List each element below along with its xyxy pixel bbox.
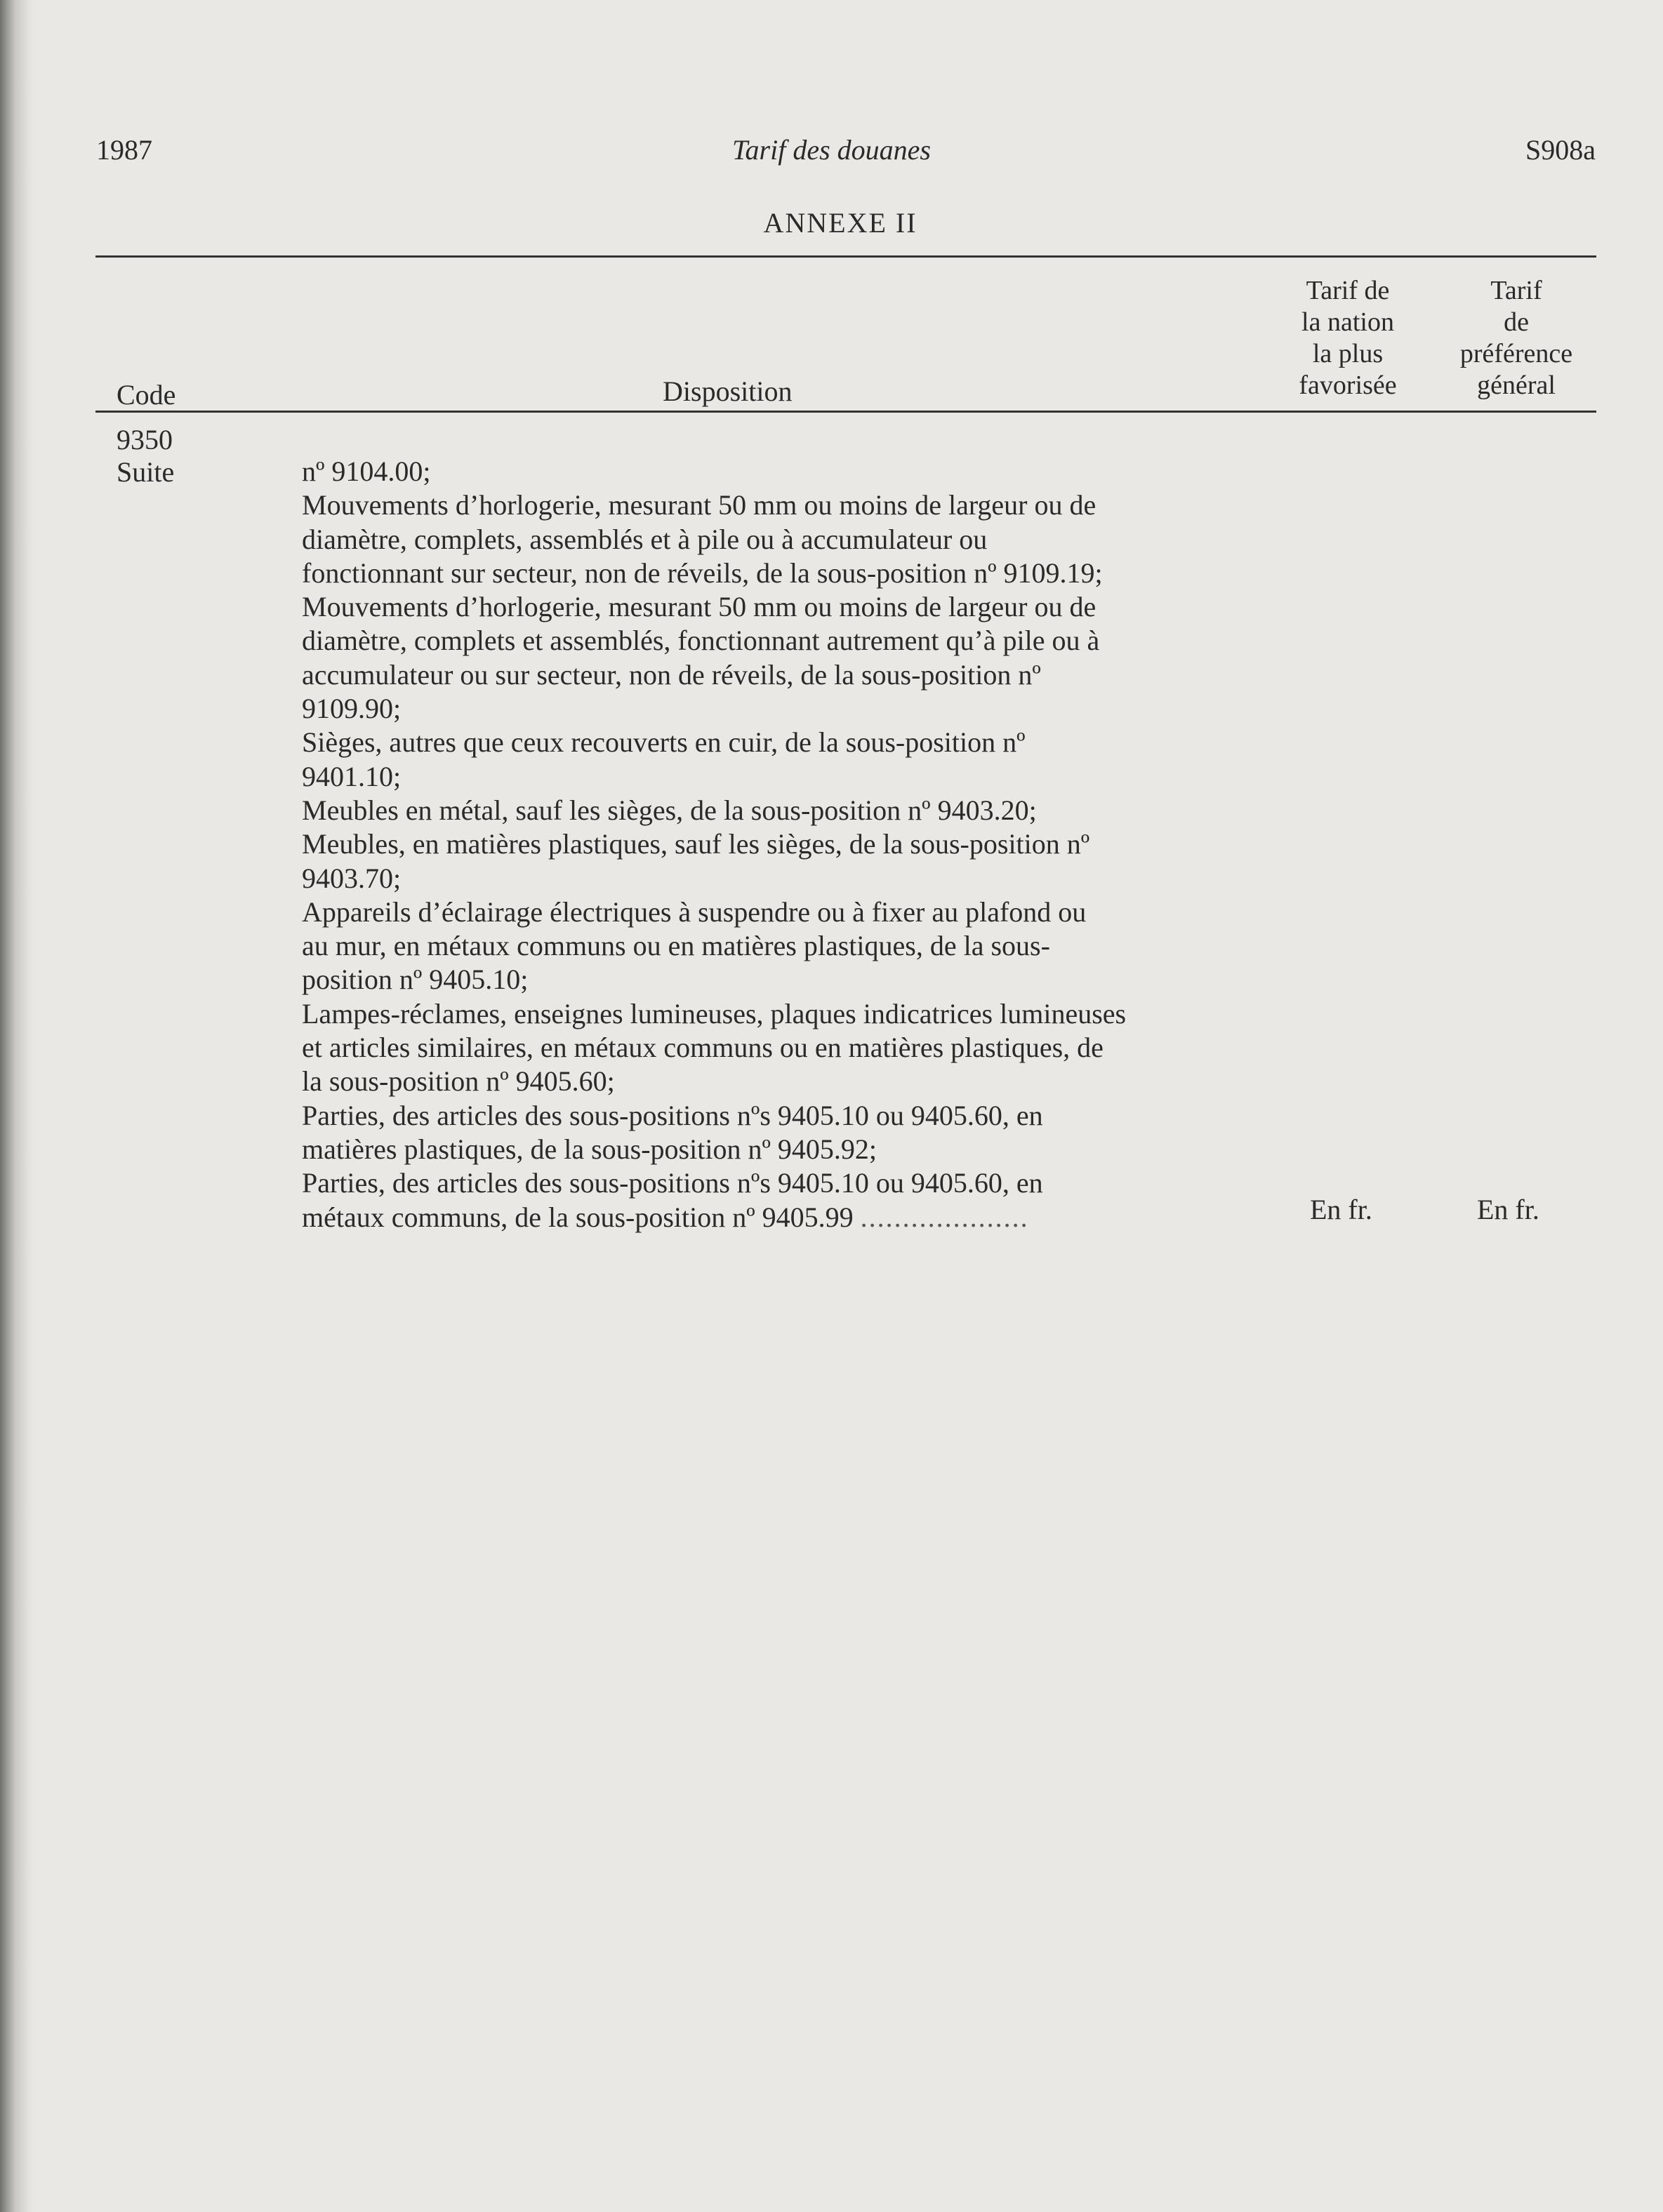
column-header-gpt-tariff: Tarif de préférence général bbox=[1459, 276, 1573, 400]
disposition-line-text: accumulateur ou sur secteur, non de réveils, de la sous-position nº bbox=[302, 658, 1041, 691]
disposition-line bbox=[302, 1133, 1264, 1166]
disposition-line-text: Appareils d’éclairage électriques à suspendre ou à fixer au plafond ou bbox=[302, 895, 1087, 928]
disposition-line bbox=[302, 624, 1264, 658]
annex-title: ANNEXE II bbox=[763, 207, 917, 239]
disposition-line-text: 9109.90; bbox=[302, 693, 402, 725]
disposition-line-text: position nº 9405.10; bbox=[302, 964, 529, 996]
header-title: Tarif des douanes bbox=[731, 134, 931, 166]
disposition-line bbox=[302, 726, 1264, 759]
disposition-line-text: matières plastiques, de la sous-position nº 9405.92; bbox=[302, 1133, 877, 1165]
column-header-mfn-tariff: Tarif de la nation la plus favorisée bbox=[1299, 276, 1397, 400]
disposition-text bbox=[302, 455, 1264, 1234]
disposition-line-text: et articles similaires, en métaux communs ou en matières plastiques, de bbox=[302, 1032, 1104, 1064]
column-header-disposition: Disposition bbox=[663, 375, 793, 407]
page-spine-shadow bbox=[0, 0, 34, 2212]
disposition-line-text: au mur, en métaux communs ou en matières plastiques, de la sous- bbox=[302, 930, 1050, 962]
disposition-line-text: 9401.10; bbox=[302, 760, 402, 792]
disposition-line bbox=[302, 997, 1264, 1031]
disposition-line-text: Meubles, en matières plastiques, sauf les sièges, de la sous-position nº bbox=[302, 828, 1090, 860]
column-header-code: Code bbox=[117, 379, 176, 411]
disposition-line-text: Lampes-réclames, enseignes lumineuses, plaques indicatrices lumineuses bbox=[302, 997, 1127, 1030]
disposition-line-text: Mouvements d’horlogerie, mesurant 50 mm ou moins de largeur ou de bbox=[302, 591, 1096, 623]
disposition-line bbox=[302, 1201, 1264, 1234]
disposition-line-text: Meubles en métal, sauf les sièges, de la sous-position nº 9403.20; bbox=[302, 794, 1037, 826]
disposition-line-text: diamètre, complets et assemblés, fonctionnant autrement qu’à pile ou à bbox=[302, 625, 1100, 657]
disposition-line bbox=[302, 895, 1264, 929]
table-header-rule bbox=[95, 411, 1596, 413]
disposition-line bbox=[302, 963, 1264, 997]
disposition-line bbox=[302, 1099, 1264, 1133]
disposition-line bbox=[302, 658, 1264, 692]
disposition-line-text: nº 9104.00; bbox=[302, 455, 431, 487]
gpt-rate: En fr. bbox=[1477, 1194, 1539, 1225]
disposition-line-text: métaux communs, de la sous-position nº 9405.99 bbox=[302, 1201, 854, 1233]
header-page-ref: S908a bbox=[1525, 134, 1596, 166]
entry-code: 9350 bbox=[117, 424, 173, 455]
disposition-line-text: Sièges, autres que ceux recouverts en cuir, de la sous-position nº bbox=[302, 726, 1026, 759]
disposition-line-text: fonctionnant sur secteur, non de réveils, de la sous-position nº 9109.19; bbox=[302, 557, 1103, 589]
disposition-line-text: 9403.70; bbox=[302, 862, 402, 894]
disposition-line bbox=[302, 1065, 1264, 1098]
disposition-line bbox=[302, 692, 1264, 726]
header-year: 1987 bbox=[96, 134, 152, 166]
disposition-line bbox=[302, 862, 1264, 895]
disposition-line bbox=[302, 1166, 1264, 1200]
mfn-rate: En fr. bbox=[1310, 1194, 1372, 1225]
disposition-line bbox=[302, 1031, 1264, 1065]
disposition-line-text: diamètre, complets, assemblés et à pile ou à accumulateur ou bbox=[302, 523, 988, 555]
disposition-line-text: Parties, des articles des sous-positions nºs 9405.10 ou 9405.60, en bbox=[302, 1099, 1043, 1131]
disposition-line bbox=[302, 455, 1264, 488]
disposition-line bbox=[302, 760, 1264, 794]
disposition-line bbox=[302, 557, 1264, 590]
dot-leader: .................... bbox=[860, 1201, 1029, 1233]
disposition-line bbox=[302, 488, 1264, 522]
table-top-rule bbox=[95, 255, 1596, 258]
disposition-line-text: la sous-position nº 9405.60; bbox=[302, 1065, 615, 1098]
disposition-line bbox=[302, 590, 1264, 624]
disposition-line bbox=[302, 794, 1264, 827]
disposition-line bbox=[302, 827, 1264, 861]
disposition-line-text: Parties, des articles des sous-positions nºs 9405.10 ou 9405.60, en bbox=[302, 1167, 1043, 1199]
disposition-line bbox=[302, 523, 1264, 557]
entry-continued: Suite bbox=[117, 456, 175, 488]
disposition-line bbox=[302, 929, 1264, 963]
disposition-line-text: Mouvements d’horlogerie, mesurant 50 mm ou moins de largeur ou de bbox=[302, 489, 1096, 521]
